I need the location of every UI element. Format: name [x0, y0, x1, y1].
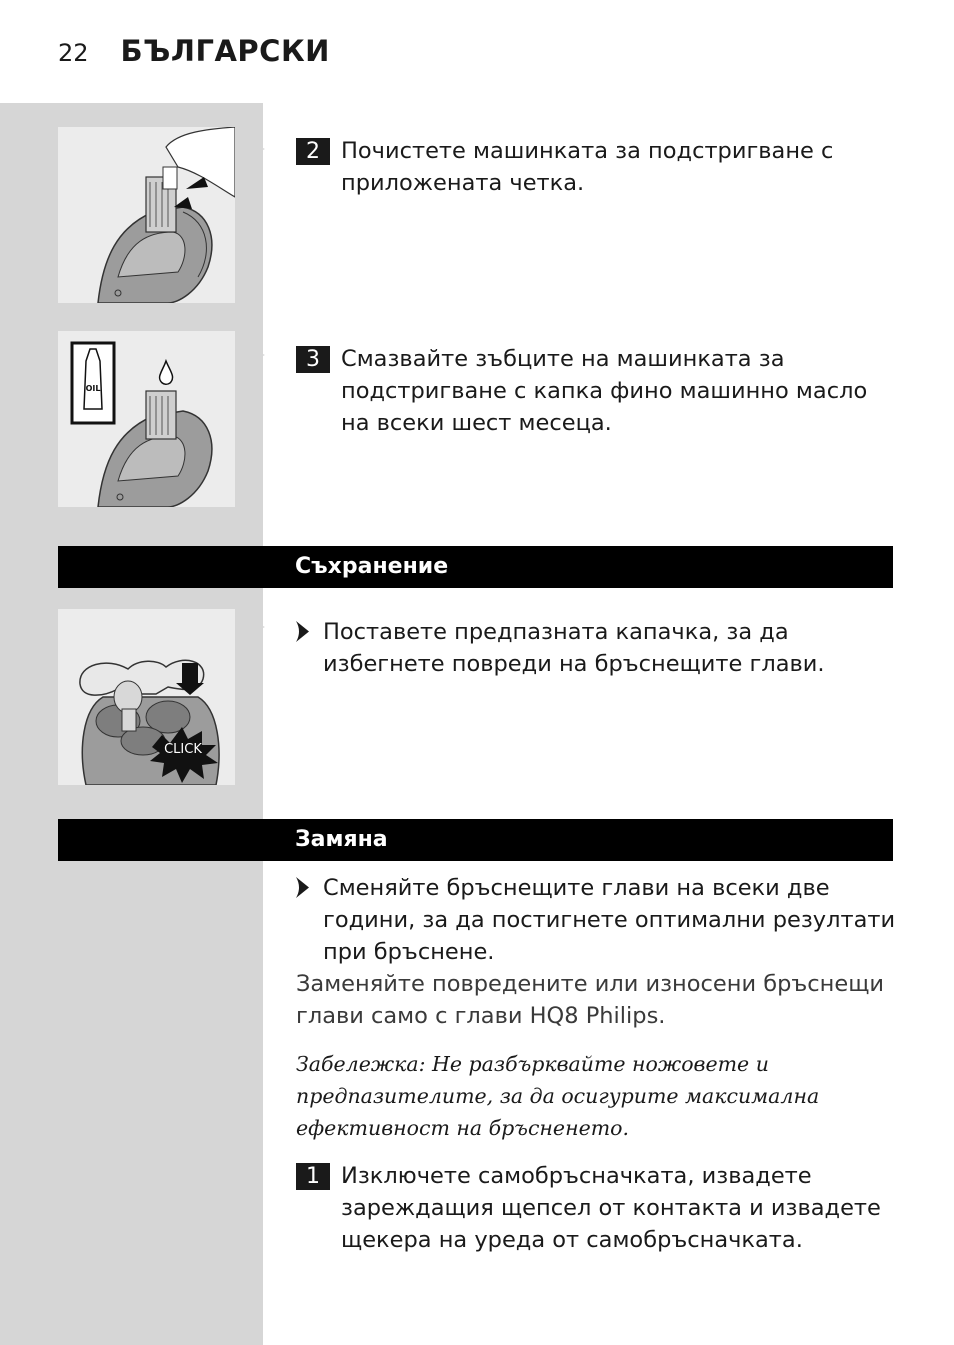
storage-bullet-text: Поставете предпазната капачка, за да избегнете повреди на бръснещите глави.	[323, 619, 825, 677]
section-title-storage: Съхранение	[295, 554, 449, 579]
step-number: 2	[296, 138, 330, 165]
replacement-note: Забележка: Не разбърквайте ножовете и предпазителите, за да осигурите максимална ефективност на бръсненето.	[296, 1052, 820, 1140]
replacement-bullet	[296, 872, 896, 968]
figure-pointer	[235, 341, 265, 369]
figure-pointer	[235, 135, 265, 163]
section-title-replacement: Замяна	[295, 827, 388, 852]
step-text: Смазвайте зъбците на машинката за подстригване с капка фино машинно масло на всеки шест месеца.	[341, 346, 868, 436]
bullet-icon	[296, 621, 309, 642]
click-label: CLICK	[164, 742, 202, 757]
section-header-storage	[58, 546, 893, 588]
storage-bullet	[296, 616, 876, 680]
figure-oil-lubrication	[58, 331, 235, 507]
bullet-icon	[296, 877, 309, 898]
oil-label: OIL	[85, 384, 101, 393]
step-text: Изключете самобръсначката, извадете зареждащия щепсел от контакта и извадете щекера на уреда от самобръсначката.	[341, 1163, 881, 1253]
page-header	[58, 34, 330, 68]
page-number: 22	[58, 39, 89, 67]
figure-brush-cleaning	[58, 127, 235, 303]
step-2	[296, 135, 876, 199]
language-title: БЪЛГАРСКИ	[120, 34, 330, 68]
step-1	[296, 1160, 896, 1256]
step-text: Почистете машинката за подстригване с приложената четка.	[341, 138, 834, 196]
replacement-bullet-text: Сменяйте бръснещите глави на всеки две години, за да постигнете оптимални резултати при бръснене.	[323, 875, 896, 965]
figure-protective-cap	[58, 609, 235, 785]
replacement-info: Заменяйте повредените или износени бръснещи глави само с глави HQ8 Philips.	[296, 971, 885, 1029]
step-number: 1	[296, 1163, 330, 1190]
step-number: 3	[296, 346, 330, 373]
step-3	[296, 343, 876, 439]
section-header-replacement	[58, 819, 893, 861]
figure-pointer	[235, 613, 265, 641]
